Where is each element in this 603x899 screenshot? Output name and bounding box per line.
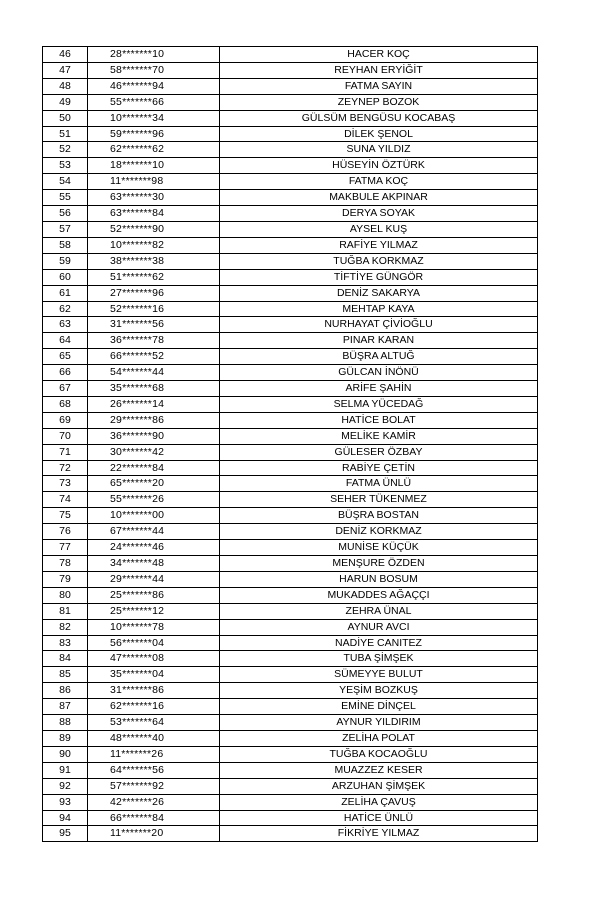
table-row xyxy=(43,412,538,428)
row-number-cell: 55 xyxy=(43,190,88,206)
full-name-cell: AYNUR YILDIRIM xyxy=(220,715,538,731)
table-row xyxy=(43,158,538,174)
row-number-cell: 73 xyxy=(43,476,88,492)
masked-id-cell: 65*******20 xyxy=(88,476,220,492)
masked-id-cell: 67*******44 xyxy=(88,524,220,540)
table-row xyxy=(43,142,538,158)
masked-id-cell: 53*******64 xyxy=(88,715,220,731)
masked-id-cell: 29*******44 xyxy=(88,571,220,587)
masked-id-cell: 25*******86 xyxy=(88,587,220,603)
table-row xyxy=(43,110,538,126)
row-number-cell: 83 xyxy=(43,635,88,651)
full-name-cell: FATMA KOÇ xyxy=(220,174,538,190)
table-row xyxy=(43,715,538,731)
masked-id-cell: 26*******14 xyxy=(88,396,220,412)
full-name-cell: SUNA YILDIZ xyxy=(220,142,538,158)
row-number-cell: 88 xyxy=(43,715,88,731)
participant-table xyxy=(42,46,538,842)
masked-id-cell: 42*******26 xyxy=(88,794,220,810)
row-number-cell: 64 xyxy=(43,333,88,349)
table-row xyxy=(43,253,538,269)
masked-id-cell: 25*******12 xyxy=(88,603,220,619)
masked-id-cell: 52*******90 xyxy=(88,221,220,237)
table-row xyxy=(43,571,538,587)
row-number-cell: 49 xyxy=(43,94,88,110)
full-name-cell: MUAZZEZ KESER xyxy=(220,762,538,778)
full-name-cell: NADİYE CANITEZ xyxy=(220,635,538,651)
masked-id-cell: 59*******96 xyxy=(88,126,220,142)
row-number-cell: 56 xyxy=(43,206,88,222)
row-number-cell: 61 xyxy=(43,285,88,301)
row-number-cell: 65 xyxy=(43,349,88,365)
full-name-cell: REYHAN ERYİĞİT xyxy=(220,62,538,78)
row-number-cell: 68 xyxy=(43,396,88,412)
masked-id-cell: 55*******26 xyxy=(88,492,220,508)
row-number-cell: 91 xyxy=(43,762,88,778)
row-number-cell: 82 xyxy=(43,619,88,635)
row-number-cell: 94 xyxy=(43,810,88,826)
row-number-cell: 63 xyxy=(43,317,88,333)
full-name-cell: GÜLSÜM BENGÜSU KOCABAŞ xyxy=(220,110,538,126)
full-name-cell: RAFİYE YILMAZ xyxy=(220,237,538,253)
table-row xyxy=(43,285,538,301)
row-number-cell: 72 xyxy=(43,460,88,476)
table-row xyxy=(43,587,538,603)
full-name-cell: GÜLCAN İNÖNÜ xyxy=(220,365,538,381)
full-name-cell: MUNİSE KÜÇÜK xyxy=(220,540,538,556)
row-number-cell: 70 xyxy=(43,428,88,444)
full-name-cell: YEŞİM BOZKUŞ xyxy=(220,683,538,699)
table-row xyxy=(43,126,538,142)
row-number-cell: 80 xyxy=(43,587,88,603)
row-number-cell: 93 xyxy=(43,794,88,810)
full-name-cell: SELMA YÜCEDAĞ xyxy=(220,396,538,412)
masked-id-cell: 22*******84 xyxy=(88,460,220,476)
full-name-cell: MELİKE KAMİR xyxy=(220,428,538,444)
row-number-cell: 87 xyxy=(43,699,88,715)
full-name-cell: HARUN BOSUM xyxy=(220,571,538,587)
row-number-cell: 89 xyxy=(43,730,88,746)
full-name-cell: DERYA SOYAK xyxy=(220,206,538,222)
row-number-cell: 69 xyxy=(43,412,88,428)
masked-id-cell: 54*******44 xyxy=(88,365,220,381)
row-number-cell: 77 xyxy=(43,540,88,556)
full-name-cell: ZEHRA ÜNAL xyxy=(220,603,538,619)
row-number-cell: 62 xyxy=(43,301,88,317)
masked-id-cell: 11*******26 xyxy=(88,746,220,762)
table-row xyxy=(43,381,538,397)
table-row xyxy=(43,62,538,78)
row-number-cell: 74 xyxy=(43,492,88,508)
masked-id-cell: 66*******84 xyxy=(88,810,220,826)
table-row xyxy=(43,651,538,667)
full-name-cell: HACER KOÇ xyxy=(220,47,538,63)
masked-id-cell: 62*******62 xyxy=(88,142,220,158)
row-number-cell: 79 xyxy=(43,571,88,587)
full-name-cell: ARZUHAN ŞİMŞEK xyxy=(220,778,538,794)
masked-id-cell: 31*******86 xyxy=(88,683,220,699)
masked-id-cell: 38*******38 xyxy=(88,253,220,269)
row-number-cell: 95 xyxy=(43,826,88,842)
full-name-cell: DENİZ KORKMAZ xyxy=(220,524,538,540)
full-name-cell: EMİNE DİNÇEL xyxy=(220,699,538,715)
masked-id-cell: 35*******04 xyxy=(88,667,220,683)
table-row xyxy=(43,317,538,333)
masked-id-cell: 10*******82 xyxy=(88,237,220,253)
masked-id-cell: 62*******16 xyxy=(88,699,220,715)
row-number-cell: 92 xyxy=(43,778,88,794)
row-number-cell: 47 xyxy=(43,62,88,78)
masked-id-cell: 27*******96 xyxy=(88,285,220,301)
table-row xyxy=(43,428,538,444)
masked-id-cell: 55*******66 xyxy=(88,94,220,110)
masked-id-cell: 36*******78 xyxy=(88,333,220,349)
full-name-cell: FATMA ÜNLÜ xyxy=(220,476,538,492)
full-name-cell: TUĞBA KOCAOĞLU xyxy=(220,746,538,762)
masked-id-cell: 47*******08 xyxy=(88,651,220,667)
masked-id-cell: 18*******10 xyxy=(88,158,220,174)
masked-id-cell: 35*******68 xyxy=(88,381,220,397)
row-number-cell: 53 xyxy=(43,158,88,174)
table-row xyxy=(43,746,538,762)
table-row xyxy=(43,556,538,572)
masked-id-cell: 24*******46 xyxy=(88,540,220,556)
row-number-cell: 58 xyxy=(43,237,88,253)
table-row xyxy=(43,699,538,715)
table-row xyxy=(43,94,538,110)
full-name-cell: SEHER TÜKENMEZ xyxy=(220,492,538,508)
masked-id-cell: 63*******30 xyxy=(88,190,220,206)
table-row xyxy=(43,301,538,317)
full-name-cell: MEHTAP KAYA xyxy=(220,301,538,317)
masked-id-cell: 28*******10 xyxy=(88,47,220,63)
table-row xyxy=(43,237,538,253)
masked-id-cell: 10*******00 xyxy=(88,508,220,524)
table-row xyxy=(43,444,538,460)
masked-id-cell: 64*******56 xyxy=(88,762,220,778)
full-name-cell: AYNUR AVCI xyxy=(220,619,538,635)
row-number-cell: 75 xyxy=(43,508,88,524)
full-name-cell: PINAR KARAN xyxy=(220,333,538,349)
full-name-cell: BÜŞRA BOSTAN xyxy=(220,508,538,524)
row-number-cell: 57 xyxy=(43,221,88,237)
table-row xyxy=(43,174,538,190)
masked-id-cell: 52*******16 xyxy=(88,301,220,317)
table-row xyxy=(43,460,538,476)
table-row xyxy=(43,396,538,412)
masked-id-cell: 29*******86 xyxy=(88,412,220,428)
table-row xyxy=(43,524,538,540)
full-name-cell: HATİCE ÜNLÜ xyxy=(220,810,538,826)
table-row xyxy=(43,47,538,63)
full-name-cell: ZEYNEP BOZOK xyxy=(220,94,538,110)
table-row xyxy=(43,78,538,94)
full-name-cell: TUBA ŞİMŞEK xyxy=(220,651,538,667)
row-number-cell: 50 xyxy=(43,110,88,126)
masked-id-cell: 57*******92 xyxy=(88,778,220,794)
table-row xyxy=(43,333,538,349)
masked-id-cell: 31*******56 xyxy=(88,317,220,333)
full-name-cell: ZELİHA ÇAVUŞ xyxy=(220,794,538,810)
row-number-cell: 60 xyxy=(43,269,88,285)
row-number-cell: 66 xyxy=(43,365,88,381)
table-row xyxy=(43,492,538,508)
masked-id-cell: 10*******78 xyxy=(88,619,220,635)
full-name-cell: BÜŞRA ALTUĞ xyxy=(220,349,538,365)
full-name-cell: SÜMEYYE BULUT xyxy=(220,667,538,683)
row-number-cell: 52 xyxy=(43,142,88,158)
table-row xyxy=(43,540,538,556)
table-row xyxy=(43,476,538,492)
masked-id-cell: 34*******48 xyxy=(88,556,220,572)
row-number-cell: 85 xyxy=(43,667,88,683)
full-name-cell: HÜSEYİN ÖZTÜRK xyxy=(220,158,538,174)
table-row xyxy=(43,667,538,683)
masked-id-cell: 36*******90 xyxy=(88,428,220,444)
full-name-cell: TUĞBA KORKMAZ xyxy=(220,253,538,269)
full-name-cell: FİKRİYE YILMAZ xyxy=(220,826,538,842)
row-number-cell: 76 xyxy=(43,524,88,540)
row-number-cell: 46 xyxy=(43,47,88,63)
full-name-cell: NURHAYAT ÇİVİOĞLU xyxy=(220,317,538,333)
row-number-cell: 78 xyxy=(43,556,88,572)
table-row xyxy=(43,269,538,285)
row-number-cell: 84 xyxy=(43,651,88,667)
row-number-cell: 81 xyxy=(43,603,88,619)
row-number-cell: 67 xyxy=(43,381,88,397)
table-row xyxy=(43,794,538,810)
table-row xyxy=(43,810,538,826)
full-name-cell: ZELİHA POLAT xyxy=(220,730,538,746)
table-row xyxy=(43,826,538,842)
full-name-cell: FATMA SAYIN xyxy=(220,78,538,94)
full-name-cell: GÜLESER ÖZBAY xyxy=(220,444,538,460)
full-name-cell: ARİFE ŞAHİN xyxy=(220,381,538,397)
table-row xyxy=(43,730,538,746)
row-number-cell: 71 xyxy=(43,444,88,460)
full-name-cell: DENİZ SAKARYA xyxy=(220,285,538,301)
row-number-cell: 59 xyxy=(43,253,88,269)
table-row xyxy=(43,206,538,222)
full-name-cell: MENŞURE ÖZDEN xyxy=(220,556,538,572)
masked-id-cell: 11*******98 xyxy=(88,174,220,190)
row-number-cell: 90 xyxy=(43,746,88,762)
masked-id-cell: 56*******04 xyxy=(88,635,220,651)
row-number-cell: 48 xyxy=(43,78,88,94)
masked-id-cell: 11*******20 xyxy=(88,826,220,842)
table-row xyxy=(43,619,538,635)
masked-id-cell: 63*******84 xyxy=(88,206,220,222)
full-name-cell: HATİCE BOLAT xyxy=(220,412,538,428)
masked-id-cell: 51*******62 xyxy=(88,269,220,285)
masked-id-cell: 48*******40 xyxy=(88,730,220,746)
masked-id-cell: 30*******42 xyxy=(88,444,220,460)
masked-id-cell: 46*******94 xyxy=(88,78,220,94)
table-row xyxy=(43,349,538,365)
full-name-cell: RABİYE ÇETİN xyxy=(220,460,538,476)
table-row xyxy=(43,221,538,237)
full-name-cell: DİLEK ŞENOL xyxy=(220,126,538,142)
full-name-cell: MUKADDES AĞAÇÇI xyxy=(220,587,538,603)
table-row xyxy=(43,635,538,651)
row-number-cell: 51 xyxy=(43,126,88,142)
full-name-cell: TİFTİYE GÜNGÖR xyxy=(220,269,538,285)
table-row xyxy=(43,508,538,524)
table-row xyxy=(43,603,538,619)
table-row xyxy=(43,683,538,699)
table-row xyxy=(43,762,538,778)
row-number-cell: 54 xyxy=(43,174,88,190)
table-row xyxy=(43,778,538,794)
row-number-cell: 86 xyxy=(43,683,88,699)
full-name-cell: MAKBULE AKPINAR xyxy=(220,190,538,206)
table-row xyxy=(43,190,538,206)
masked-id-cell: 58*******70 xyxy=(88,62,220,78)
table-row xyxy=(43,365,538,381)
full-name-cell: AYSEL KUŞ xyxy=(220,221,538,237)
masked-id-cell: 10*******34 xyxy=(88,110,220,126)
masked-id-cell: 66*******52 xyxy=(88,349,220,365)
participant-table-body xyxy=(43,47,538,842)
